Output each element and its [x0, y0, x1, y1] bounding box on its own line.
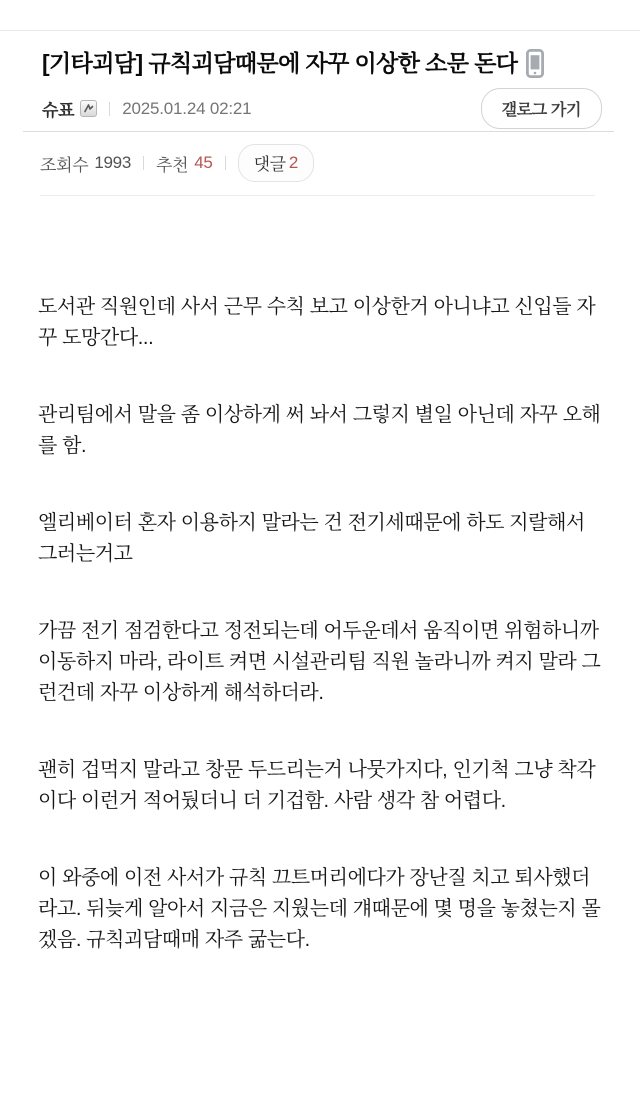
phone-icon: [526, 49, 544, 78]
comments-count: 2: [288, 152, 298, 172]
author-row: [42, 88, 602, 129]
separator: [143, 156, 144, 170]
post-body: [0, 196, 640, 956]
post-date: 2025.01.24 02:21: [122, 98, 252, 118]
stats-row: [0, 132, 640, 195]
post-paragraph: 엘리베이터 혼자 이용하지 말라는 건 전기세때문에 하도 지랄해서 그러는거고: [38, 512, 585, 565]
views-value: 1993: [94, 153, 131, 172]
separator: [225, 156, 226, 170]
post-paragraph: 괜히 겁먹지 말라고 창문 두드리는거 나뭇가지다, 인기척 그냥 착각이다 이런거 적어뒀더니 더 기겁함. 사람 생각 참 어렵다.: [38, 759, 596, 812]
title-row: [42, 47, 602, 79]
gallog-button[interactable]: 갤로그 가기: [481, 88, 602, 129]
post-paragraph: 이 와중에 이전 사서가 규칙 끄트머리에다가 장난질 치고 퇴사했더라고. 뒤늦게 알아서 지금은 지웠는데 걔때문에 몇 명을 놓쳤는지 몰겠음. 규칙괴담때매 자주 굶는다.: [38, 867, 601, 951]
gallog-badge-icon[interactable]: [80, 100, 97, 117]
comments-label: 댓글: [253, 155, 286, 174]
views-label: 조회수: [40, 155, 89, 175]
recommend-stat: [156, 151, 213, 176]
author-name[interactable]: 슈표: [42, 101, 75, 120]
comments-badge[interactable]: [238, 144, 314, 182]
recommend-value: 45: [194, 153, 213, 172]
post-paragraph: 관리팀에서 말을 좀 이상하게 써 놔서 그렇지 별일 아닌데 자꾸 오해를 함.: [38, 404, 601, 457]
page-title: [기타괴담] 규칙괴담때문에 자꾸 이상한 소문 돈다: [42, 50, 518, 76]
post-header: [0, 31, 640, 131]
views-stat: [40, 151, 131, 176]
post-paragraph: 가끔 전기 점검한다고 정전되는데 어두운데서 움직이면 위험하니까 이동하지 마라, 라이트 켜면 시설관리팀 직원 놀라니까 켜지 말라 그런건데 자꾸 이상하게 해석하더라.: [38, 620, 601, 704]
recommend-label: 추천: [156, 155, 189, 175]
separator: [109, 102, 110, 116]
post-paragraph: 도서관 직원인데 사서 근무 수칙 보고 이상한거 아니냐고 신입들 자꾸 도망간다...: [38, 296, 596, 349]
